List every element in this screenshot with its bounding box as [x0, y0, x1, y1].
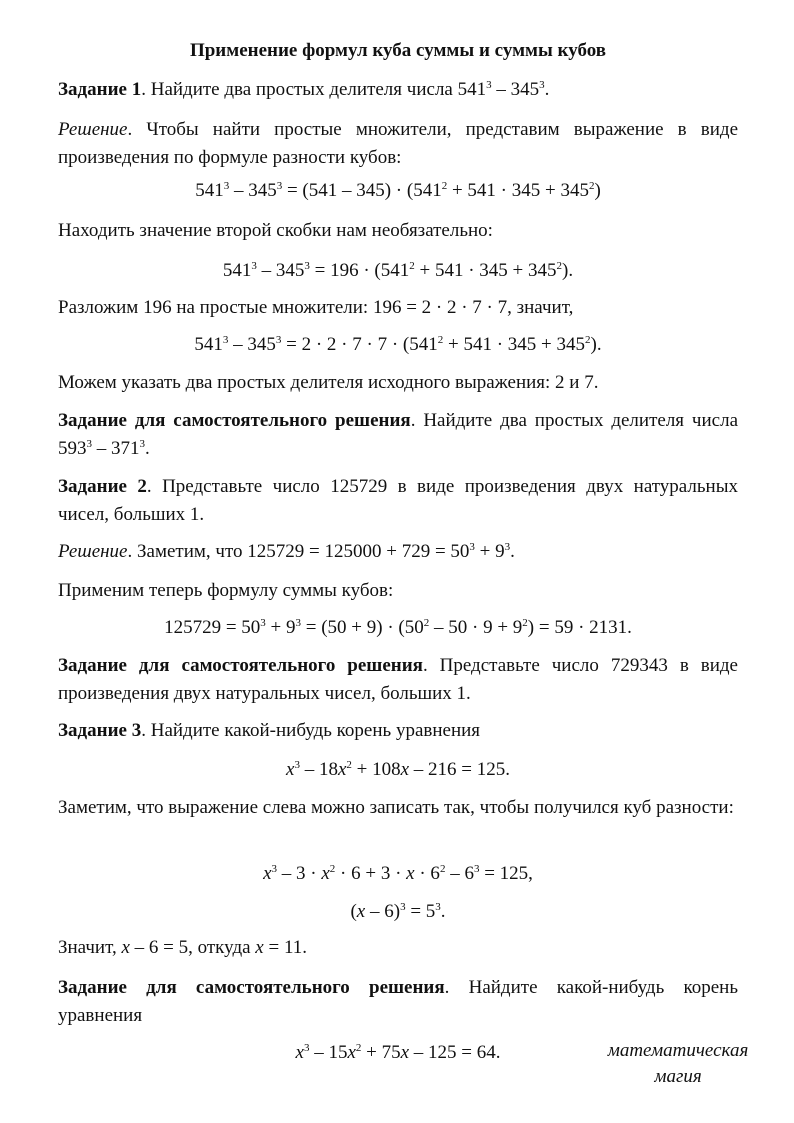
- solution-label: Решение: [58, 541, 128, 562]
- formula-2: $541^3 - 345^3 = 196 \cdot (541^2 + 541 \cdot 345 + 345^2)$.: [222, 260, 574, 281]
- text-answer: Значит, x – 6 = 5, откуда x = 11.: [58, 937, 307, 958]
- solution-2: Решение. Заметим, что $125729 = 125000 + 729 = 50^3 + 9^3$.: [58, 541, 515, 562]
- formula-7: $(x - 6)^3 = 5^3$.: [350, 901, 446, 922]
- self-task-3: Задание для самостоятельного решения. Найдите какой-нибудь корень уравнения: [58, 977, 739, 1026]
- text-apply: Применим теперь формулу суммы кубов:: [58, 580, 394, 601]
- self-task-2: Задание для самостоятельного решения. Представьте число 729343 в виде произведения двух натуральных чисел, больших 1.: [58, 655, 738, 704]
- text-conclusion-1: Можем указать два простых делителя исходного выражения: 2 и 7.: [58, 372, 599, 393]
- self-task-1: Задание для самостоятельного решения. Найдите два простых делителя числа $593^3 - 371^3$.: [58, 410, 738, 459]
- self-task-label: Задание для самостоятельного решения: [58, 410, 411, 431]
- task-label: Задание 1: [58, 79, 142, 100]
- formula-4: $125729 = 50^3 + 9^3 = (50 + 9) \cdot (50^2 - 50 \cdot 9 + 9^2) = 59 \cdot 2131$.: [164, 617, 632, 638]
- task-1: Задание 1. Найдите два простых делителя числа $541^3 - 345^3$.: [58, 79, 550, 100]
- self-task-label: Задание для самостоятельного решения: [58, 655, 423, 676]
- text-note: Заметим, что выражение слева можно записать так, чтобы получился куб разности:: [58, 797, 734, 818]
- task-label: Задание 2: [58, 476, 147, 497]
- page-title: Применение формул куба суммы и суммы кубов: [189, 40, 607, 61]
- formula-1: $541^3 - 345^3 = (541 - 345) \cdot (541^2 + 541 \cdot 345 + 345^2)$: [195, 180, 601, 201]
- watermark-line-2: магия: [654, 1066, 702, 1087]
- task-3: Задание 3. Найдите какой-нибудь корень уравнения: [58, 720, 481, 741]
- formula-3: $541^3 - 345^3 = 2 \cdot 2 \cdot 7 \cdot 7 \cdot (541^2 + 541 \cdot 345 + 345^2)$.: [194, 334, 602, 355]
- formula-5: $x^3 - 18x^2 + 108x - 216 = 125$.: [286, 759, 510, 780]
- self-task-label: Задание для самостоятельного решения: [58, 977, 445, 998]
- formula-8: $x^3 - 15x^2 + 75x - 125 = 64$.: [295, 1042, 501, 1063]
- solution-label: Решение: [58, 119, 128, 140]
- formula-6: $x^3 - 3 \cdot x^2 \cdot 6 + 3 \cdot x \cdot 6^2 - 6^3 = 125$,: [263, 863, 533, 884]
- watermark-logo: [598, 1038, 758, 1090]
- task-2: Задание 2. Представьте число 125729 в виде произведения двух натуральных чисел, больших 1.: [58, 476, 738, 525]
- task-label: Задание 3: [58, 720, 142, 741]
- watermark-line-1: математическая: [607, 1040, 749, 1061]
- solution-1: Решение. Чтобы найти простые множители, представим выражение в виде произведения по формуле разности кубов:: [58, 119, 738, 168]
- text-second-bracket: Находить значение второй скобки нам необязательно:: [58, 220, 493, 241]
- text-factor: Разложим 196 на простые множители: 196 = 2 · 2 · 7 · 7, значит,: [58, 297, 574, 318]
